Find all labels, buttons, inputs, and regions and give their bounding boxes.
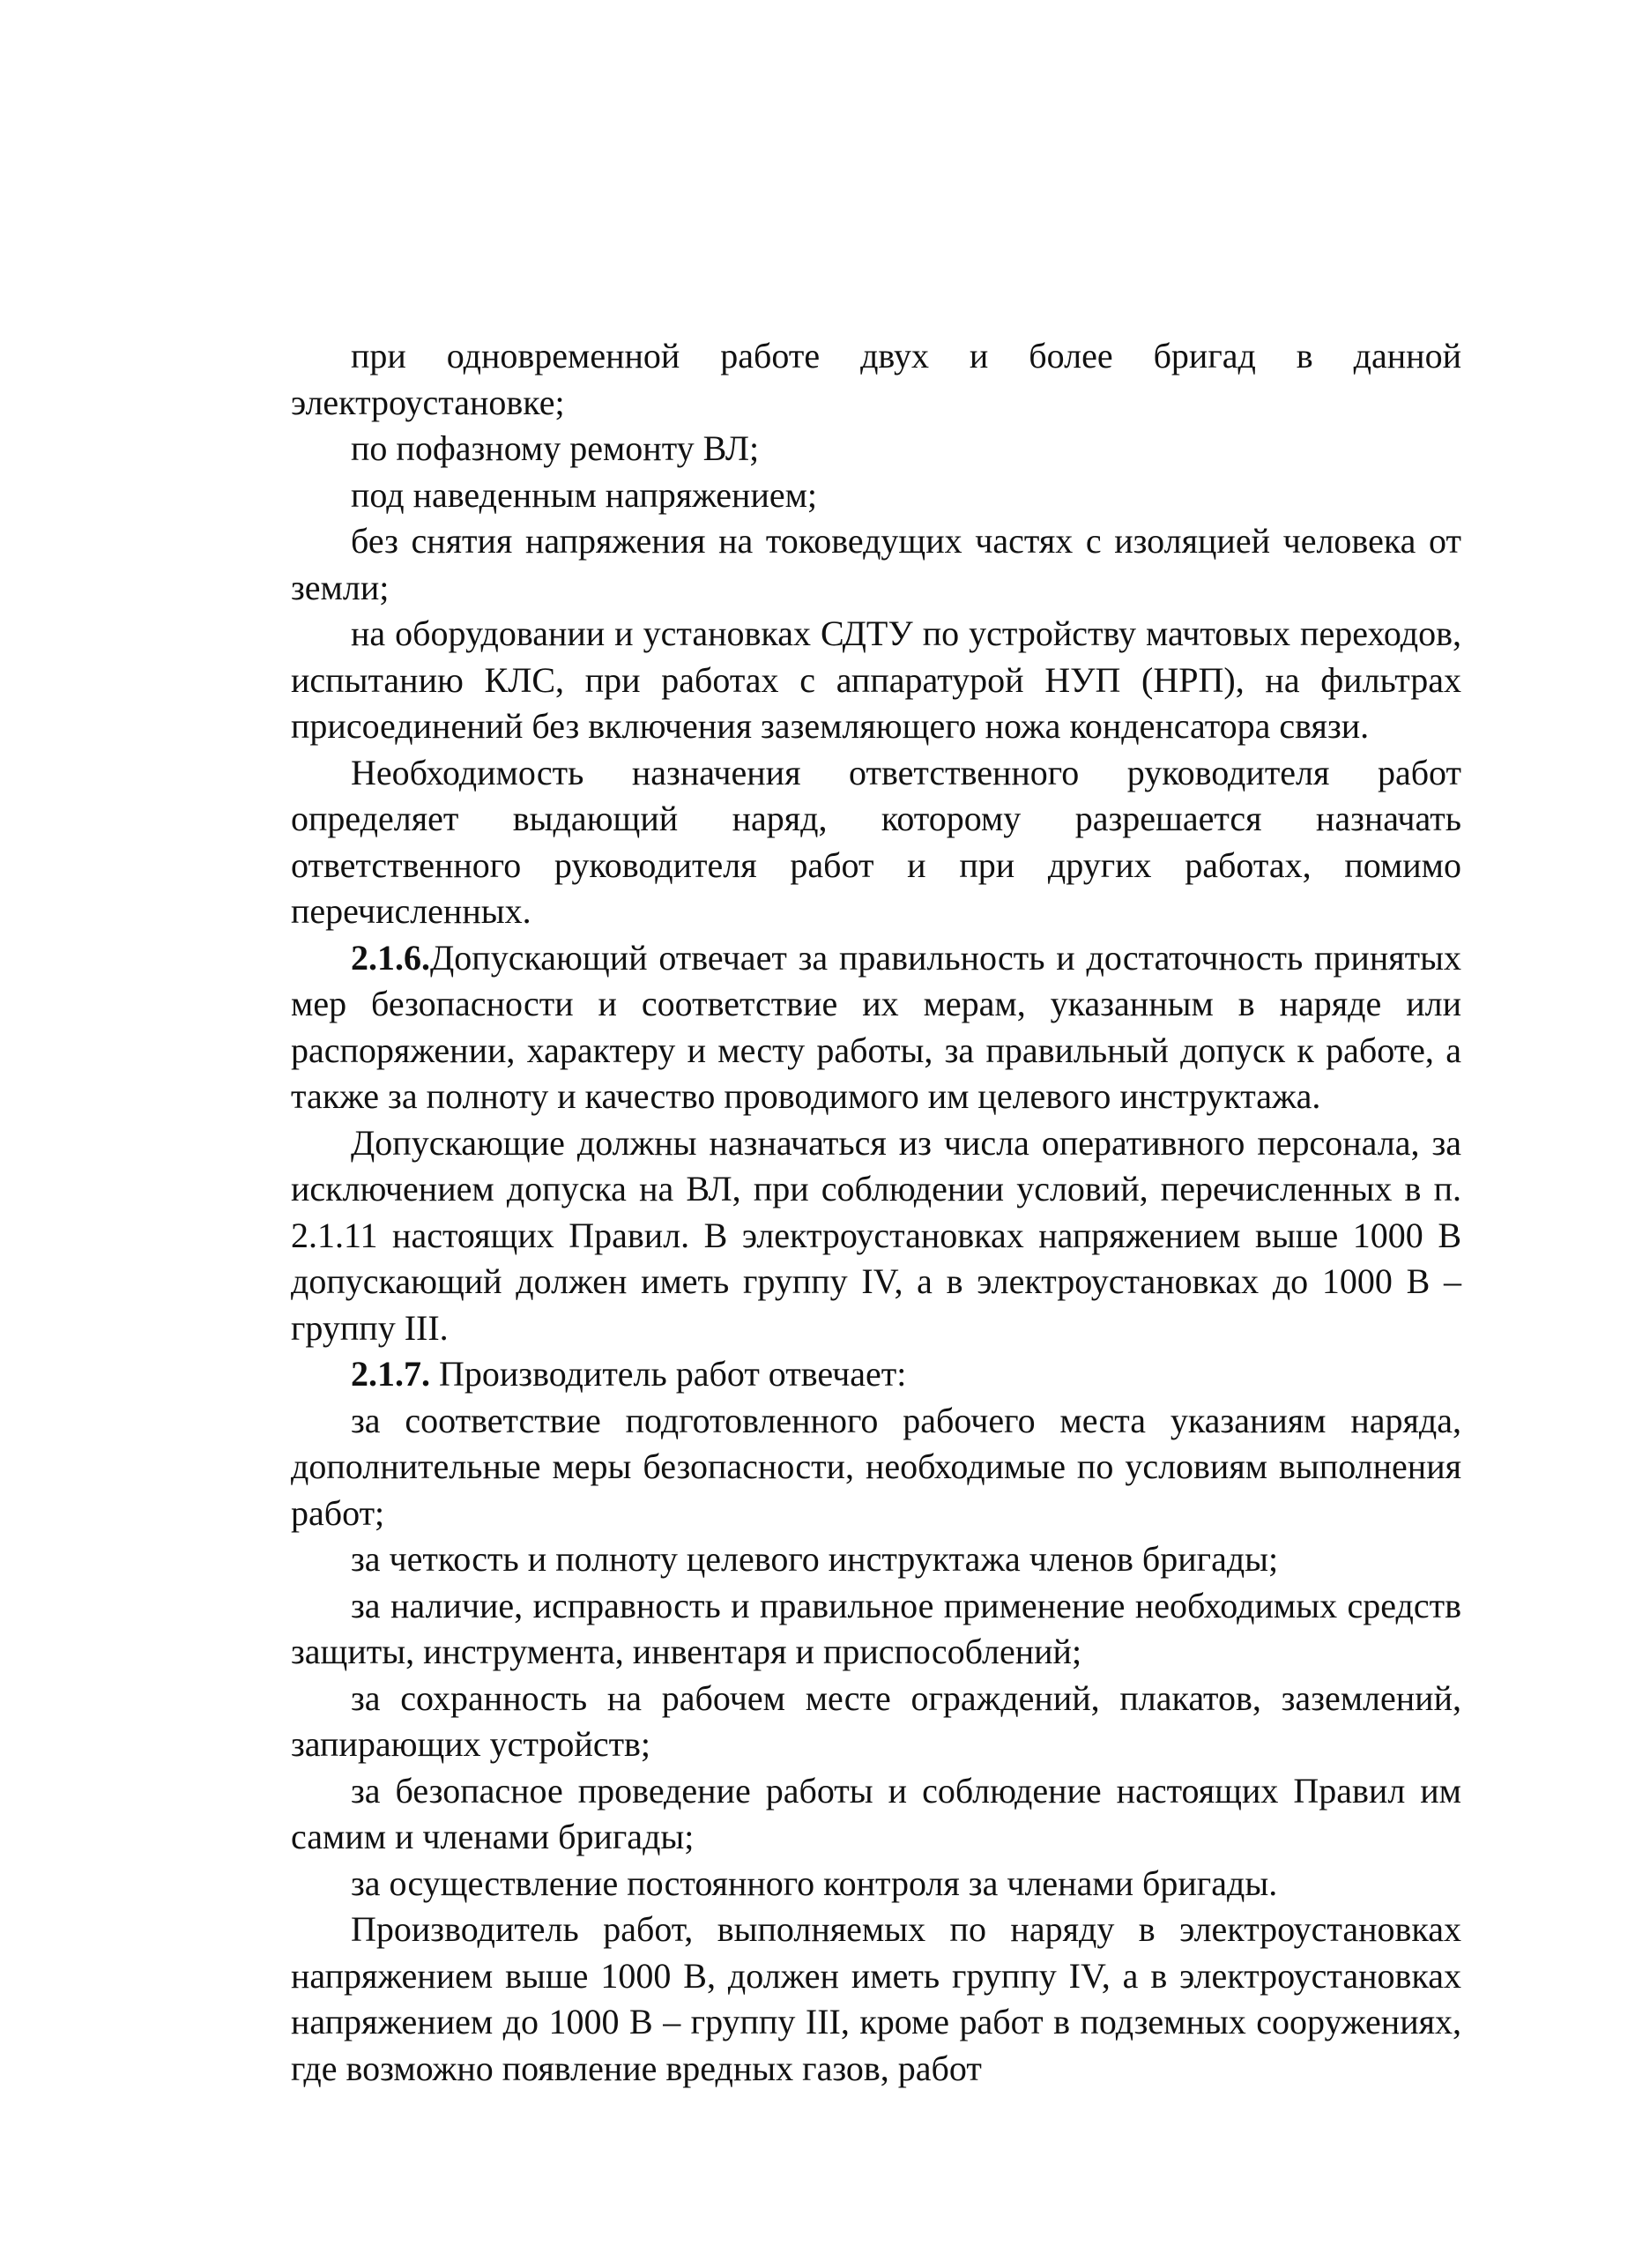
paragraph-protective-means bbox=[291, 1583, 1461, 1676]
paragraph-2-1-6 bbox=[291, 935, 1461, 1120]
paragraph-induced-voltage bbox=[291, 472, 1461, 519]
paragraph-fences-posters bbox=[291, 1676, 1461, 1768]
paragraph-text: без снятия напряжения на токоведущих частях с изоляцией человека от земли; bbox=[291, 521, 1461, 607]
paragraph-constant-control bbox=[291, 1861, 1461, 1907]
paragraph-safe-conduct bbox=[291, 1768, 1461, 1861]
paragraph-text: Допускающий отвечает за правильность и достаточность принятых мер безопасности и соответствие их мерам, указанным в наряде или распоряжении, характеру и месту работы, за правильный допуск к работе, а также за полноту и качество проводимого им целевого инструктажа. bbox=[291, 937, 1461, 1116]
paragraph-simultaneous-work bbox=[291, 333, 1461, 426]
paragraph-sdtu-equipment bbox=[291, 611, 1461, 750]
paragraph-text: на оборудовании и установках СДТУ по устройству мачтовых переходов, испытанию КЛС, при работах с аппаратурой НУП (НРП), на фильтрах присоединений без включения заземляющего ножа конденсатора связи. bbox=[291, 613, 1461, 746]
paragraph-live-work bbox=[291, 518, 1461, 611]
paragraph-responsible-manager bbox=[291, 750, 1461, 935]
section-number: 2.1.6. bbox=[351, 937, 430, 978]
paragraph-text: Необходимость назначения ответственного руководителя работ определяет выдающий наряд, которому разрешается назначать ответственного руководителя работ и при других работах, помимо перечисленных. bbox=[291, 752, 1461, 931]
paragraph-text: Производитель работ отвечает: bbox=[439, 1354, 907, 1394]
paragraph-work-producer-group bbox=[291, 1907, 1461, 2092]
paragraph-phase-repair bbox=[291, 426, 1461, 472]
paragraph-text: за четкость и полноту целевого инструктажа членов бригады; bbox=[351, 1539, 1279, 1579]
paragraph-briefing bbox=[291, 1536, 1461, 1583]
paragraph-text: при одновременной работе двух и более бригад в данной электроустановке; bbox=[291, 336, 1461, 422]
paragraph-2-1-7 bbox=[291, 1351, 1461, 1398]
paragraph-text: Допускающие должны назначаться из числа оперативного персонала, за исключением допуска на ВЛ, при соблюдении условий, перечисленных в п. 2.1.11 настоящих Правил. В электроустановках напряжением выше 1000 В допускающий должен иметь группу IV, а в электроустановках до 1000 В – группу III. bbox=[291, 1122, 1461, 1348]
paragraph-workplace-compliance bbox=[291, 1398, 1461, 1537]
paragraph-text: за осуществление постоянного контроля за членами бригады. bbox=[351, 1863, 1278, 1903]
paragraph-text: за безопасное проведение работы и соблюдение настоящих Правил им самим и членами бригады; bbox=[291, 1770, 1461, 1856]
paragraph-text: за наличие, исправность и правильное применение необходимых средств защиты, инструмента, инвентаря и приспособлений; bbox=[291, 1585, 1461, 1671]
section-number: 2.1.7. bbox=[351, 1354, 430, 1394]
paragraph-text: Производитель работ, выполняемых по наряду в электроустановках напряжением выше 1000 В, должен иметь группу IV, а в электроустановках напряжением до 1000 В – группу III, кроме работ в подземных сооружениях, где возможно появление вредных газов, работ bbox=[291, 1909, 1461, 2088]
paragraph-text: по пофазному ремонту ВЛ; bbox=[351, 428, 760, 468]
paragraph-admitting-staff bbox=[291, 1120, 1461, 1352]
paragraph-text: за сохранность на рабочем месте ограждений, плакатов, заземлений, запирающих устройств; bbox=[291, 1677, 1461, 1764]
paragraph-text: под наведенным напряжением; bbox=[351, 474, 818, 515]
document-page bbox=[291, 333, 1461, 2092]
paragraph-text: за соответствие подготовленного рабочего места указаниям наряда, дополнительные меры безопасности, необходимые по условиям выполнения работ; bbox=[291, 1400, 1461, 1533]
